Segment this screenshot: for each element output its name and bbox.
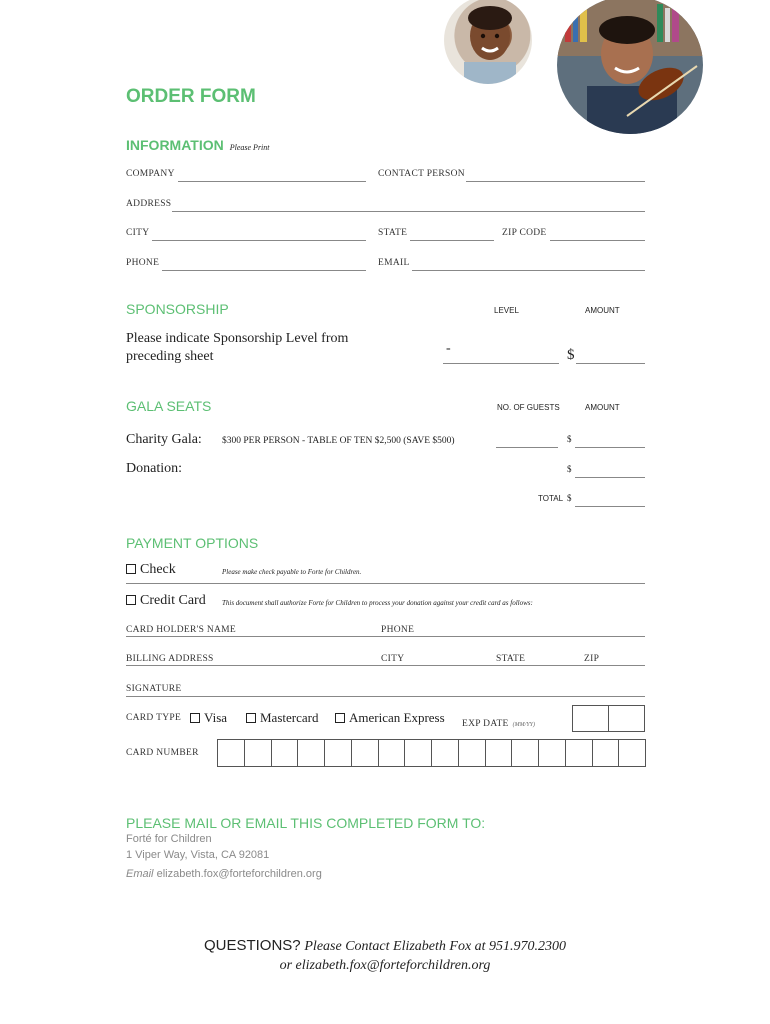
mail-email-label: Email bbox=[126, 868, 154, 880]
information-heading-row bbox=[126, 137, 270, 155]
exp-year-box[interactable] bbox=[608, 705, 645, 732]
check-checkbox[interactable] bbox=[126, 564, 136, 574]
sponsorship-amount-field[interactable] bbox=[576, 363, 645, 364]
company-field[interactable] bbox=[178, 181, 366, 182]
gala-amount-column-label: AMOUNT bbox=[585, 403, 620, 412]
mail-org: Forté for Children bbox=[126, 833, 212, 845]
check-line bbox=[126, 583, 645, 584]
payment-options-heading: PAYMENT OPTIONS bbox=[126, 535, 259, 551]
payment-city-label: CITY bbox=[381, 654, 405, 664]
signature-label: SIGNATURE bbox=[126, 684, 182, 694]
card-type-label: CARD TYPE bbox=[126, 713, 182, 723]
charity-gala-price: $300 PER PERSON - TABLE OF TEN $2,500 (SAVE $500) bbox=[222, 436, 455, 446]
donation-dollar-sign: $ bbox=[567, 464, 572, 474]
card-number-digit-box[interactable] bbox=[485, 739, 513, 767]
card-number-label: CARD NUMBER bbox=[126, 748, 199, 758]
questions-line-1 bbox=[0, 937, 770, 955]
donation-amount-field[interactable] bbox=[575, 477, 645, 478]
please-print-note: Please Print bbox=[229, 143, 270, 152]
contact-person-field[interactable] bbox=[466, 181, 645, 182]
photo-violin-student bbox=[557, 0, 703, 134]
guests-field[interactable] bbox=[496, 447, 558, 448]
donation-label: Donation: bbox=[126, 461, 182, 476]
mail-heading: PLEASE MAIL OR EMAIL THIS COMPLETED FORM TO: bbox=[126, 815, 486, 831]
exp-month-box[interactable] bbox=[572, 705, 609, 732]
company-label: COMPANY bbox=[126, 169, 175, 179]
total-amount-field[interactable] bbox=[575, 506, 645, 507]
exp-date-label-group bbox=[462, 713, 535, 731]
card-number-digit-box[interactable] bbox=[592, 739, 620, 767]
state-field[interactable] bbox=[410, 240, 494, 241]
total-dollar-sign: $ bbox=[567, 493, 572, 503]
cardholder-label: CARD HOLDER'S NAME bbox=[126, 625, 237, 635]
card-number-digit-box[interactable] bbox=[351, 739, 379, 767]
visa-option[interactable] bbox=[190, 710, 227, 726]
phone-field[interactable] bbox=[162, 270, 366, 271]
card-number-digit-box[interactable] bbox=[271, 739, 299, 767]
contact-person-label: CONTACT PERSON bbox=[378, 169, 465, 179]
card-number-digit-box[interactable] bbox=[431, 739, 459, 767]
card-number-digit-box[interactable] bbox=[458, 739, 486, 767]
amex-label: American Express bbox=[349, 710, 445, 725]
questions-contact: Please Contact Elizabeth Fox at 951.970.2300 bbox=[304, 939, 567, 954]
sponsorship-level-value: - bbox=[446, 341, 451, 356]
check-note: Please make check payable to Forte for Children. bbox=[222, 568, 362, 576]
sponsorship-dollar-sign: $ bbox=[567, 347, 575, 363]
check-label: Check bbox=[140, 562, 176, 577]
credit-card-option[interactable] bbox=[126, 593, 206, 609]
mastercard-checkbox[interactable] bbox=[246, 713, 256, 723]
payment-state-label: STATE bbox=[496, 654, 526, 664]
billing-address-field[interactable] bbox=[126, 665, 645, 666]
mastercard-option[interactable] bbox=[246, 710, 318, 726]
amex-option[interactable] bbox=[335, 710, 445, 726]
charity-gala-label: Charity Gala: bbox=[126, 432, 202, 447]
card-number-digit-box[interactable] bbox=[404, 739, 432, 767]
credit-card-note: This document shall authorize Forte for Children to process your donation against your credit card as follows: bbox=[222, 599, 533, 607]
credit-card-checkbox[interactable] bbox=[126, 595, 136, 605]
total-label: TOTAL bbox=[538, 494, 564, 503]
card-number-digit-box[interactable] bbox=[538, 739, 566, 767]
amount-column-label: AMOUNT bbox=[585, 306, 620, 315]
card-number-digit-box[interactable] bbox=[618, 739, 646, 767]
charity-amount-field[interactable] bbox=[575, 447, 645, 448]
visa-checkbox[interactable] bbox=[190, 713, 200, 723]
amex-checkbox[interactable] bbox=[335, 713, 345, 723]
address-label: ADDRESS bbox=[126, 199, 172, 209]
gala-seats-heading: GALA SEATS bbox=[126, 398, 212, 414]
card-number-digit-box[interactable] bbox=[217, 739, 245, 767]
sponsorship-level-field[interactable] bbox=[443, 363, 559, 364]
questions-line-2: or elizabeth.fox@forteforchildren.org bbox=[279, 958, 491, 973]
card-number-digit-box[interactable] bbox=[297, 739, 325, 767]
sponsorship-instruction: Please indicate Sponsorship Level from preceding sheet bbox=[126, 331, 349, 364]
mail-email[interactable]: elizabeth.fox@forteforchildren.org bbox=[156, 868, 322, 880]
level-column-label: LEVEL bbox=[494, 306, 519, 315]
exp-date-label: EXP DATE bbox=[462, 719, 509, 729]
card-number-digit-box[interactable] bbox=[378, 739, 406, 767]
email-label: EMAIL bbox=[378, 258, 410, 268]
city-label: CITY bbox=[126, 228, 150, 238]
exp-date-format: (MM/YY) bbox=[512, 722, 535, 728]
card-number-digit-box[interactable] bbox=[511, 739, 539, 767]
sponsorship-heading: SPONSORSHIP bbox=[126, 301, 229, 317]
cardholder-field[interactable] bbox=[126, 636, 645, 637]
mail-address: 1 Viper Way, Vista, CA 92081 bbox=[126, 849, 270, 861]
mail-email-line bbox=[126, 868, 322, 880]
signature-field[interactable] bbox=[126, 696, 645, 697]
city-field[interactable] bbox=[152, 240, 366, 241]
email-field[interactable] bbox=[412, 270, 645, 271]
charity-dollar-sign: $ bbox=[567, 434, 572, 444]
zip-code-field[interactable] bbox=[550, 240, 645, 241]
billing-address-label: BILLING ADDRESS bbox=[126, 654, 214, 664]
card-number-digit-box[interactable] bbox=[324, 739, 352, 767]
guests-column-label: NO. OF GUESTS bbox=[497, 403, 560, 412]
information-heading: INFORMATION bbox=[126, 137, 224, 153]
mastercard-label: Mastercard bbox=[260, 710, 319, 725]
questions-label: QUESTIONS? bbox=[203, 937, 301, 954]
card-number-digit-box[interactable] bbox=[565, 739, 593, 767]
payment-zip-label: ZIP bbox=[584, 654, 600, 664]
phone-label: PHONE bbox=[126, 258, 160, 268]
credit-card-label: Credit Card bbox=[140, 593, 206, 608]
card-number-digit-box[interactable] bbox=[244, 739, 272, 767]
visa-label: Visa bbox=[204, 710, 228, 725]
page-title: ORDER FORM bbox=[126, 86, 256, 107]
zip-code-label: ZIP CODE bbox=[502, 228, 547, 238]
payment-phone-label: PHONE bbox=[381, 625, 415, 635]
address-field[interactable] bbox=[172, 211, 645, 212]
check-option[interactable] bbox=[126, 562, 176, 578]
state-label: STATE bbox=[378, 228, 408, 238]
photo-smiling-child bbox=[444, 0, 532, 84]
